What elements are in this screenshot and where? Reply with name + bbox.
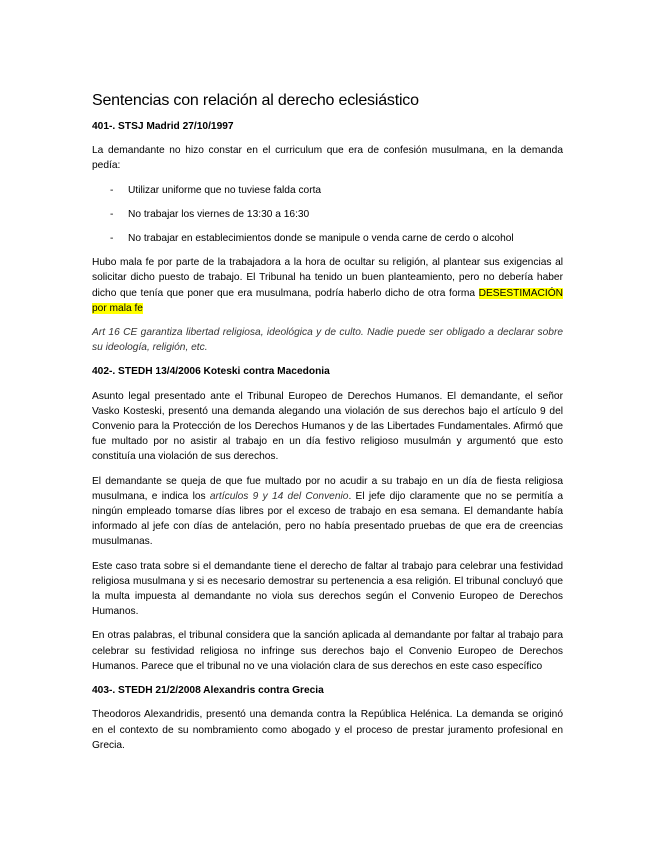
- case-401-intro: La demandante no hizo constar en el curriculum que era de confesión musulmana, en la demanda pedía:: [92, 145, 563, 172]
- list-item-text: Utilizar uniforme que no tuviese falda corta: [128, 184, 322, 196]
- case-402-paragraph-3: Este caso trata sobre si el demandante tiene el derecho de faltar al trabajo para celebrar una festividad religiosa musulmana y si es necesario demostrar su pertenencia a esa religión. El tribunal concluyó que la multa impuesta al demandante no viola sus derechos según el Convenio Europeo de Derechos Humanos.: [92, 560, 563, 618]
- case-401-verdict-highlight: DESESTIMACIÓN por mala fe: [92, 287, 563, 314]
- case-401-legal-note: Art 16 CE garantiza libertad religiosa, ideológica y de culto. Nadie puede ser obligado a declarar sobre su ideología, religión, etc.: [92, 327, 563, 354]
- case-402-paragraph-1: Asunto legal presentado ante el Tribunal Europeo de Derechos Humanos. El demandante, el señor Vasko Kosteski, presentó una demanda alegando una violación de sus derechos bajo el artículo 9 del Convenio para la Protección de los Derechos Humanos y de las Libertades Fundamentales. Afirmó que fue multado por no asistir al trabajo en un día festivo religioso musulmán y argumentó que esto constituía una violación de sus derechos.: [92, 390, 563, 463]
- case-403-paragraph-1: Theodoros Alexandridis, presentó una demanda contra la República Helénica. La demanda se originó en el contexto de su nombramiento como abogado y el proceso de prestar juramento profesional en Grecia.: [92, 709, 563, 751]
- case-401-analysis-text: Hubo mala fe por parte de la trabajadora a la hora de ocultar su religión, al plantear sus exigencias al solicitar dicho puesto de trabajo. El Tribunal ha tenido un buen planteamiento, pero no debería haber dicho que tenía que poner que era musulmana, podría haberlo dicho de otra forma: [92, 257, 563, 299]
- case-401-demands-list: [92, 183, 563, 247]
- list-item: [92, 207, 563, 222]
- case-402-p2-text-before: El demandante se queja de que fue multado por no acudir a su trabajo en un día de fiesta religiosa musulmana, e indica los: [92, 475, 563, 502]
- dash-bullet: -: [110, 233, 114, 245]
- case-402-heading: 402-. STEDH 13/4/2006 Koteski contra Macedonia: [92, 366, 330, 378]
- case-401-analysis: [92, 255, 563, 316]
- document-body: [92, 91, 563, 762]
- case-402-paragraph-2: [92, 474, 563, 550]
- list-item: [92, 183, 563, 198]
- case-401-heading: 401-. STSJ Madrid 27/10/1997: [92, 121, 234, 132]
- case-402-p2-text-after: . El jefe dijo claramente que no se permitía a ningún empleado tomarse días libres por el exceso de trabajo en esa semana. El demandante había informado al jefe con días de antelación, pero no había presentado pruebas de que era de creencias musulmanas.: [92, 490, 563, 548]
- page-title: Sentencias con relación al derecho eclesiástico: [92, 92, 419, 109]
- list-item: [92, 231, 563, 246]
- case-403-heading: 403-. STEDH 21/2/2008 Alexandris contra Grecia: [92, 685, 324, 697]
- case-402-paragraph-4: En otras palabras, el tribunal considera que la sanción aplicada al demandante por faltar al trabajo para celebrar su festividad religiosa no infringe sus derechos bajo el Convenio Europeo de Derechos Humanos. Parece que el tribunal no ve una violación clara de sus derechos en este caso específico: [92, 630, 563, 672]
- case-402-p2-articles: artículos 9 y 14 del Convenio: [209, 490, 349, 502]
- dash-bullet: -: [110, 184, 114, 196]
- dash-bullet: -: [110, 208, 114, 220]
- list-item-text: No trabajar los viernes de 13:30 a 16:30: [128, 208, 310, 220]
- list-item-text: No trabajar en establecimientos donde se manipule o venda carne de cerdo o alcohol: [128, 233, 514, 245]
